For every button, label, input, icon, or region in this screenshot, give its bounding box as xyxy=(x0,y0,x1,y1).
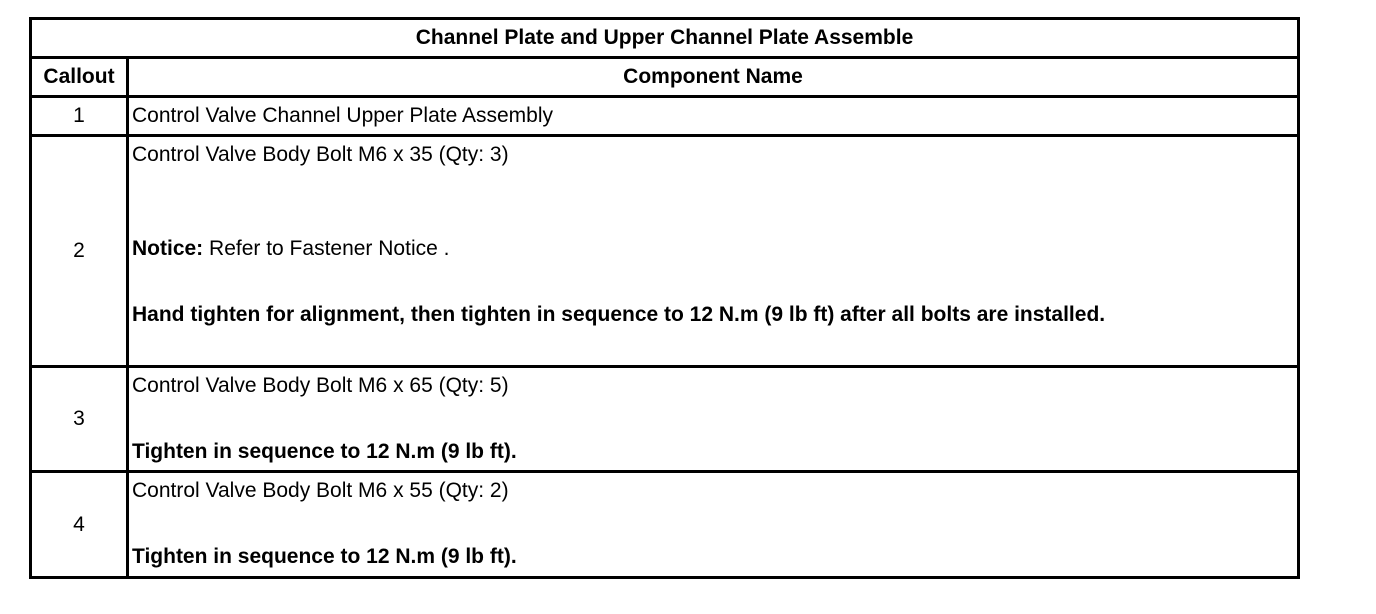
column-header-callout: Callout xyxy=(31,58,128,97)
notice-label: Notice: xyxy=(132,237,204,260)
component-name-cell xyxy=(128,136,1299,367)
component-name-cell xyxy=(128,367,1299,472)
component-name: Control Valve Body Bolt M6 x 65 (Qty: 5) xyxy=(132,374,509,397)
column-header-component-name: Component Name xyxy=(128,58,1299,97)
torque-instruction: Hand tighten for alignment, then tighten in sequence to 12 N.m (9 lb ft) after all bolts are installed. xyxy=(132,303,1106,326)
table-title-row xyxy=(31,19,1299,58)
table-row xyxy=(31,136,1299,367)
component-name: Control Valve Body Bolt M6 x 35 (Qty: 3) xyxy=(132,143,509,166)
callout-number: 4 xyxy=(31,472,128,578)
table-title: Channel Plate and Upper Channel Plate Assemble xyxy=(31,19,1299,58)
torque-instruction: Tighten in sequence to 12 N.m (9 lb ft). xyxy=(132,440,517,463)
component-name: Control Valve Body Bolt M6 x 55 (Qty: 2) xyxy=(132,479,509,502)
callout-number: 2 xyxy=(31,136,128,367)
table-row xyxy=(31,472,1299,578)
component-name: Control Valve Channel Upper Plate Assembly xyxy=(132,104,553,127)
notice-line xyxy=(132,231,1297,267)
component-name-cell xyxy=(128,97,1299,136)
callout-number: 1 xyxy=(31,97,128,136)
table-row xyxy=(31,97,1299,136)
component-table xyxy=(29,17,1300,579)
component-name-cell xyxy=(128,472,1299,578)
notice-text: Refer to Fastener Notice . xyxy=(203,237,450,260)
torque-instruction: Tighten in sequence to 12 N.m (9 lb ft). xyxy=(132,545,517,568)
table-header-row xyxy=(31,58,1299,97)
callout-number: 3 xyxy=(31,367,128,472)
table-row xyxy=(31,367,1299,472)
